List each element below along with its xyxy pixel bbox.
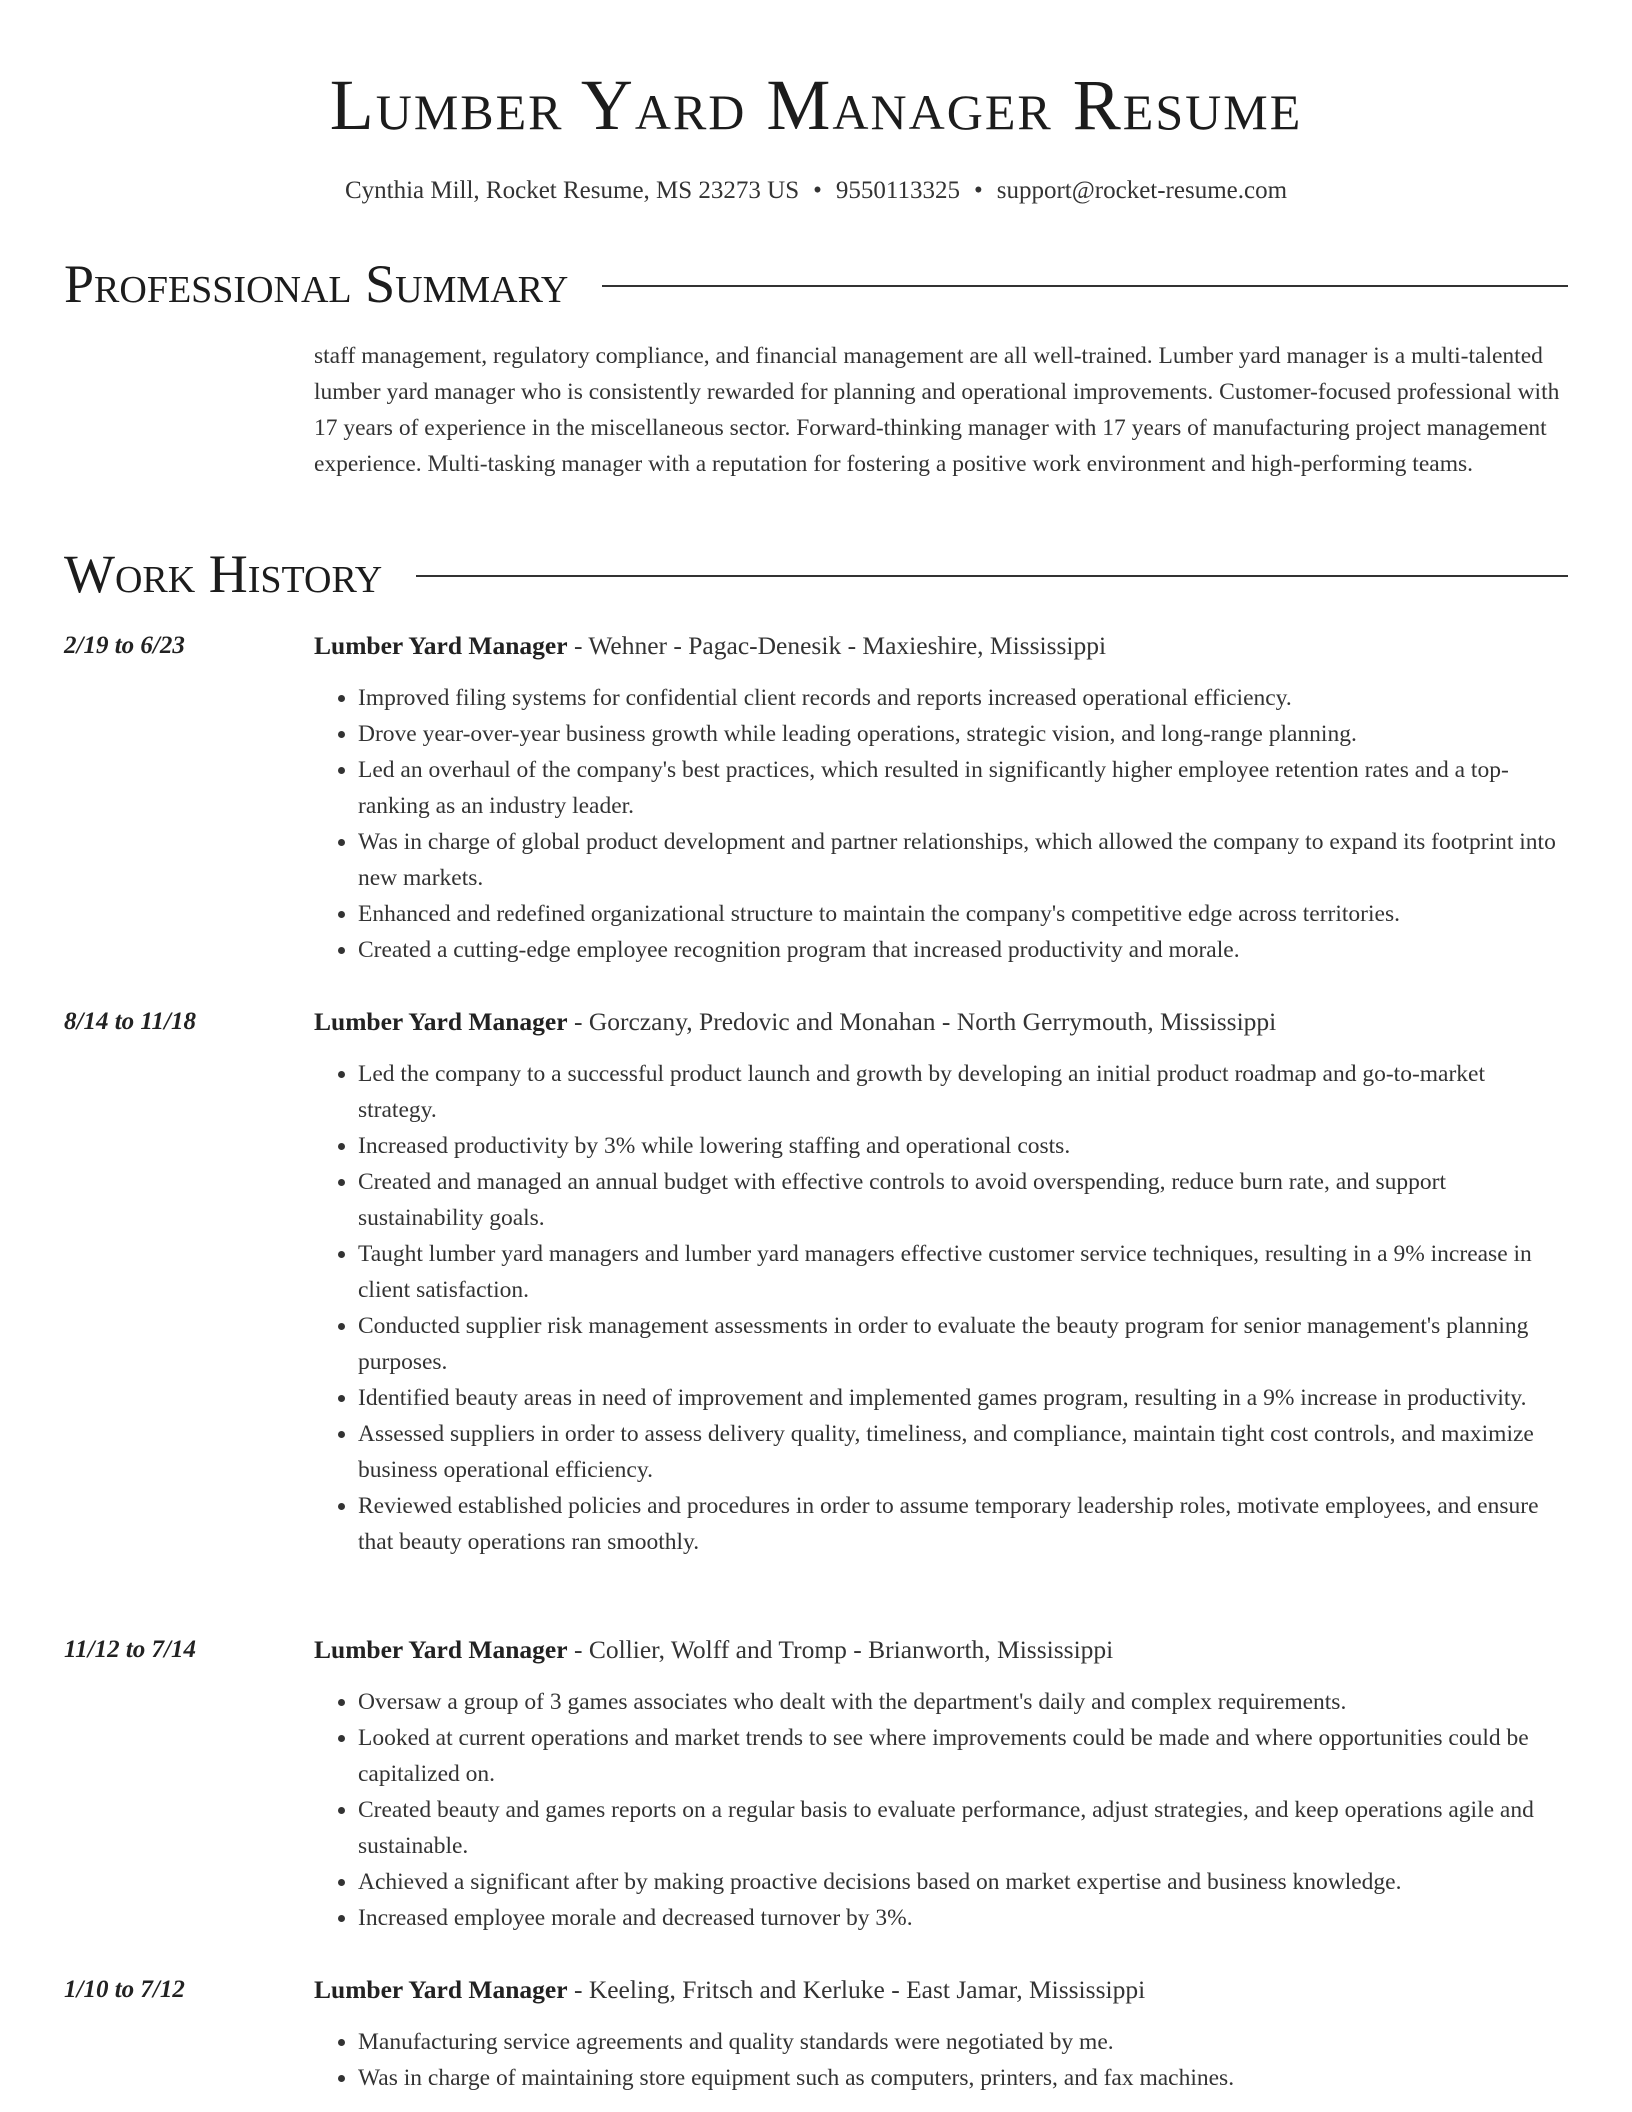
job-dates: 1/10 to 7/12 <box>64 1976 185 2003</box>
job-bullet: • Led the company to a successful product launch and growth by developing an initial product roadmap and go-to-market strategy. <box>358 1056 1568 1128</box>
work-section-header <box>64 542 1568 606</box>
job-bullet: • Enhanced and redefined organizational structure to maintain the company's competitive edge across territories. <box>358 896 1568 932</box>
section-divider <box>602 285 1568 287</box>
job-heading <box>314 1004 1276 1040</box>
job-heading <box>314 1632 1113 1668</box>
job-bullets <box>314 1684 1568 1936</box>
job-bullet: • Taught lumber yard managers and lumber yard managers effective customer service techniques, resulting in a 9% increase in client satisfaction. <box>358 1236 1568 1308</box>
job-company: - Keeling, Fritsch and Kerluke - East Jamar, Mississippi <box>567 1975 1146 2004</box>
job-dates: 8/14 to 11/18 <box>64 1008 196 1035</box>
job-bullet: • Identified beauty areas in need of improvement and implemented games program, resulting in a 9% increase in productivity. <box>358 1380 1568 1416</box>
job-title: Lumber Yard Manager <box>314 1007 568 1036</box>
job-bullet: • Achieved a significant after by making proactive decisions based on market expertise and business knowledge. <box>358 1864 1568 1900</box>
job-bullet: • Reviewed established policies and procedures in order to assume temporary leadership roles, motivate employees, and ensure that beauty operations ran smoothly. <box>358 1488 1568 1560</box>
job-bullet: • Created beauty and games reports on a regular basis to evaluate performance, adjust strategies, and keep operations agile and sustainable. <box>358 1792 1568 1864</box>
job-bullet: • Was in charge of maintaining store equipment such as computers, printers, and fax machines. <box>358 2060 1568 2096</box>
resume-title: Lumber Yard Manager Resume <box>329 65 1303 145</box>
summary-section-header <box>64 252 1568 316</box>
summary-text: staff management, regulatory compliance, and financial management are all well-trained. Lumber yard manager is a multi-talented lumber yard manager who is consistently rewarded for planning and operational improvements. Customer-focused professional with 17 years of experience in the miscellaneous sector. Forward-thinking manager with 17 years of manufacturing project management experience. Multi-tasking manager with a reputation for fostering a positive work environment and high-performing teams. <box>314 343 1560 477</box>
job-bullets <box>314 1056 1568 1560</box>
job-title: Lumber Yard Manager <box>314 1635 568 1664</box>
job-bullet: • Assessed suppliers in order to assess delivery quality, timeliness, and compliance, maintain tight cost controls, and maximize business operational efficiency. <box>358 1416 1568 1488</box>
job-dates: 11/12 to 7/14 <box>64 1636 196 1663</box>
job-heading <box>314 1972 1145 2008</box>
job-bullet: • Led an overhaul of the company's best practices, which resulted in significantly higher employee retention rates and a top-ranking as an industry leader. <box>358 752 1568 824</box>
contact-address: Cynthia Mill, Rocket Resume, MS 23273 US <box>344 177 800 204</box>
job-heading <box>314 628 1106 664</box>
job-bullet: • Created a cutting-edge employee recognition program that increased productivity and morale. <box>358 932 1568 968</box>
job-bullet: • Conducted supplier risk management assessments in order to evaluate the beauty program for senior management's planning purposes. <box>358 1308 1568 1380</box>
job-bullet: • Looked at current operations and market trends to see where improvements could be made and where opportunities could be capitalized on. <box>358 1720 1568 1792</box>
job-bullet: • Improved filing systems for confidential client records and reports increased operational efficiency. <box>358 680 1568 716</box>
job-bullet: • Created and managed an annual budget with effective controls to avoid overspending, reduce burn rate, and support sustainability goals. <box>358 1164 1568 1236</box>
job-bullet: • Manufacturing service agreements and quality standards were negotiated by me. <box>358 2024 1568 2060</box>
section-divider <box>416 575 1568 577</box>
contact-line <box>0 174 1632 208</box>
job-bullet: • Increased employee morale and decreased turnover by 3%. <box>358 1900 1568 1936</box>
job-bullet: • Increased productivity by 3% while lowering staffing and operational costs. <box>358 1128 1568 1164</box>
contact-email: support@rocket-resume.com <box>996 177 1288 204</box>
job-title: Lumber Yard Manager <box>314 1975 568 2004</box>
job-title: Lumber Yard Manager <box>314 631 568 660</box>
job-bullet: • Oversaw a group of 3 games associates who dealt with the department's daily and complex requirements. <box>358 1684 1568 1720</box>
job-bullet: • Was in charge of global product development and partner relationships, which allowed the company to expand its footprint into new markets. <box>358 824 1568 896</box>
work-heading: Work History <box>64 544 383 604</box>
job-bullets <box>314 2024 1568 2096</box>
job-bullets <box>314 680 1568 968</box>
job-bullet: • Drove year-over-year business growth while leading operations, strategic vision, and long-range planning. <box>358 716 1568 752</box>
contact-separator: • <box>813 177 822 204</box>
summary-heading: Professional Summary <box>64 254 569 314</box>
job-company: - Gorczany, Predovic and Monahan - North Gerrymouth, Mississippi <box>567 1007 1277 1036</box>
contact-separator: • <box>973 177 983 204</box>
job-company: - Collier, Wolff and Tromp - Brianworth, Mississippi <box>567 1635 1114 1664</box>
job-company: - Wehner - Pagac-Denesik - Maxieshire, Mississippi <box>567 631 1107 660</box>
job-dates: 2/19 to 6/23 <box>64 632 185 659</box>
contact-phone: 9550113325 <box>835 177 960 204</box>
